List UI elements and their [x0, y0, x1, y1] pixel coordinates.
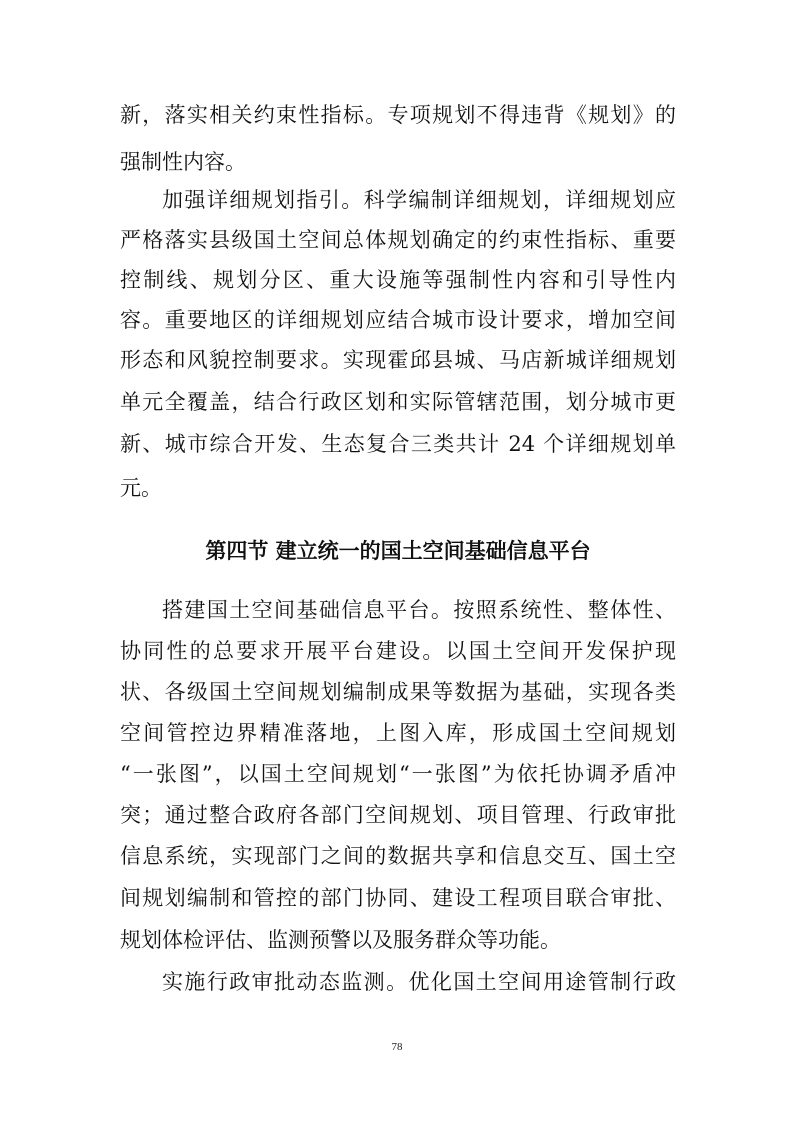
paragraph-3-line-4: 空间管控边界精准落地，上图入库，形成国土空间规划: [120, 721, 676, 745]
paragraph-2-line-1: 加强详细规划指引。科学编制详细规划，详细规划应: [162, 188, 676, 212]
paragraph-2-line-6: 单元全覆盖，结合行政区划和实际管辖范围，划分城市更: [120, 390, 676, 414]
paragraph-3-line-7: 信息系统，实现部门之间的数据共享和信息交互、国土空: [120, 844, 676, 868]
paragraph-4-line-1: 实施行政审批动态监测。优化国土空间用途管制行政: [162, 970, 676, 994]
paragraph-2-line-3: 控制线、规划分区、重大设施等强制性内容和引导性内: [120, 268, 676, 292]
paragraph-1-line-2: 强制性内容。: [120, 150, 246, 174]
section-heading: 第四节 建立统一的国土空间基础信息平台: [205, 539, 591, 563]
paragraph-1-line-1: 新，落实相关约束性指标。专项规划不得违背《规划》的: [120, 103, 676, 127]
paragraph-2-line-2: 严格落实县级国土空间总体规划确定的约束性指标、重要: [120, 228, 676, 252]
paragraph-2-line-4: 容。重要地区的详细规划应结合城市设计要求，增加空间: [120, 308, 676, 332]
paragraph-3-line-3: 状、各级国土空间规划编制成果等数据为基础，实现各类: [120, 680, 676, 704]
paragraph-2-line-5: 形态和风貌控制要求。实现霍邱县城、马店新城详细规划: [120, 348, 676, 372]
paragraph-3-line-5: “一张图”，以国土空间规划“一张图”为依托协调矛盾冲: [120, 762, 676, 786]
paragraph-3-line-6: 突；通过整合政府各部门空间规划、项目管理、行政审批: [120, 803, 676, 827]
paragraph-3-line-2: 协同性的总要求开展平台建设。以国土空间开发保护现: [120, 639, 676, 663]
paragraph-3-line-1: 搭建国土空间基础信息平台。按照系统性、整体性、: [162, 598, 676, 622]
paragraph-2-line-7: 新、城市综合开发、生态复合三类共计 24 个详细规划单: [120, 432, 676, 456]
paragraph-3-line-8: 间规划编制和管控的部门协同、建设工程项目联合审批、: [120, 886, 676, 910]
paragraph-2-line-8: 元。: [120, 476, 162, 500]
page-number: 78: [391, 1041, 403, 1053]
paragraph-3-line-9: 规划体检评估、监测预警以及服务群众等功能。: [120, 928, 561, 952]
